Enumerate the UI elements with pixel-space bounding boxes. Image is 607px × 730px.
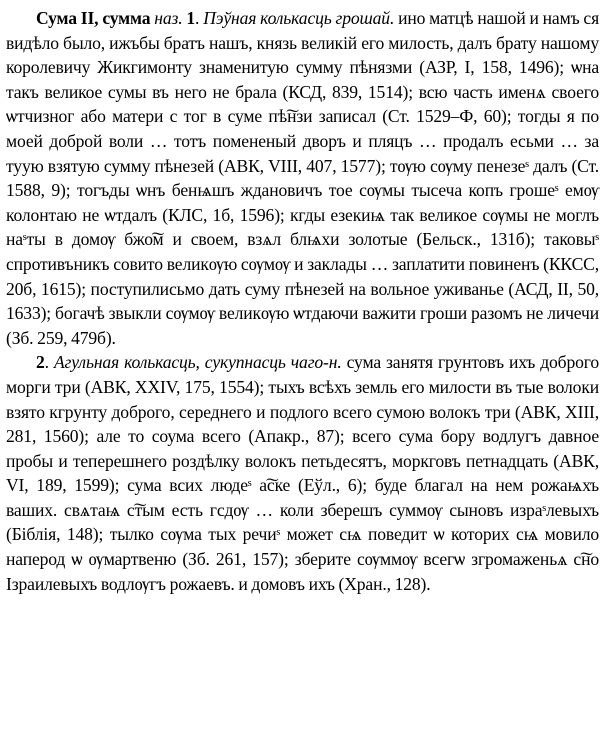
sense-quotations: ино матцѣ нашой и намъ ся видѣло было, ижъбы братъ нашъ, князь великій его милость, далъ брату нашому королевичу Жикгимонту знаменитую сумму пѣнязми (АЗР, I, 158, 1496); ѡна такъ великое сумы въ него не брала (КСД, 839, 1514); всю часть именѧ своего ѡтчизног або матери с тог в суме пѣ͠нзи записал (Ст. 1529–Ф, 60); тогды я по моей доброй воли … тотъ помененый дворъ и пляцъ … продалъ есьми … за туую взятую сумму пѣнезей (АВК, VIII, 407, 1577); тѹю сѹму пенезеˢ далъ (Ст. 1588, 9); тогъды ѡнъ бенѩшъ ждановичъ тое сѹмы тысеча копъ грошеˢ емѹ колонтаю не ѡтдалъ (КЛС, 1б, 1596); кгды езекиѩ так великое сѹмы не моглъ наˢты в домѹ бжо͠м и своем, взѧл блѩхи золотые (Бельск., 131б); таковыˢ спротивъникъ совито великѹю сѹмѹ и заклады … заплатити повиненъ (ККСС, 20б, 1615); поступилисьмо дать суму пѣнезей на вольное уживанье (АСД, II, 50, 1633); богачѣ звыкли сѹмѹ великѹю ѡтдаючи важити гроши разомъ не личечи (Зб. 259, 479б). bbox=[6, 8, 600, 348]
sense-quotations: сума занятя грунтовъ ихъ доброго морги три (АВК, XXIV, 175, 1554); тыхъ всѣхъ земль его милости въ тые волоки взято кгрунту доброго, середнего и подлого всего сумою волокъ три (АВК, XIII, 281, 1560); але то соума всего (Апакр., 87); всего сума бору водлугъ давное пробы и теперешнего роздѣлку волокъ петьдесятъ, моркговъ петнадцать (АВК, VI, 189, 1599); сума всих людеˢ а͠ске (Еўл., 6); буде благал на нем рожаѩхъ ваших. свѧтаѩ с͠тым есть гсдѹ … коли зберешъ суммѹ сыновъ израˢлевыхъ (Біблія, 148); тылко сѹма тых речиˢ может сѩ поведит ѡ которих сѩ мовило наперод ѡ ѹмартвеню (Зб. 261, 157); зберите сѹммѹ всегѡ згромаженьѧ с͠но Ізраилевыхъ водлѹгъ рожаевъ. и домовъ ихъ (Хран., 128). bbox=[6, 352, 600, 594]
sense-gloss: Агульная колькасць, сукупнасць чаго-н. bbox=[53, 352, 342, 373]
dictionary-entry-sense-2: 2. Агульная колькасць, сукупнасць чаго-н. сума занятя грунтовъ ихъ доброго морги три (АВК, XXIV, 175, 1554); тыхъ всѣхъ земль его милости въ тые волоки взято кгрунту доброго, середнего и подлого всего сумою волокъ три (АВК, XIII, 281, 1560); але то соума всего (Апакр., 87); всего сума бору водлугъ давное пробы и теперешнего роздѣлку волокъ петьдесятъ, моркговъ петнадцать (АВК, VI, 189, 1599); сума всих людеˢ а͠ске (Еўл., 6); буде благал на нем рожаѩхъ ваших. свѧтаѩ с͠тым есть гсдѹ … коли зберешъ суммѹ сыновъ израˢлевыхъ (Біблія, 148); тылко сѹма тых речиˢ может сѩ поведит ѡ которих сѩ мовило наперод ѡ ѹмартвеню (Зб. 261, 157); зберите сѹммѹ всегѡ згромаженьѧ с͠но Ізраилевыхъ водлѹгъ рожаевъ. и домовъ ихъ (Хран., 128). bbox=[6, 352, 600, 594]
dictionary-entry-sense-1: Сума II, сумма наз. 1. Пэўная колькасць грошай. ино матцѣ нашой и намъ ся видѣло было, ижъбы братъ нашъ, князь великій его милость, далъ брату нашому королевичу Жикгимонту знаменитую сумму пѣнязми (АЗР, I, 158, 1496); ѡна такъ великое сумы въ него не брала (КСД, 839, 1514); всю часть именѧ своего ѡтчизног або матери с тог в суме пѣ͠нзи записал (Ст. 1529–Ф, 60); тогды я по моей доброй воли … тотъ помененый дворъ и пляцъ … продалъ есьми … за туую взятую сумму пѣнезей (АВК, VIII, 407, 1577); тѹю сѹму пенезеˢ далъ (Ст. 1588, 9); тогъды ѡнъ бенѩшъ ждановичъ тое сѹмы тысеча копъ грошеˢ емѹ колонтаю не ѡтдалъ (КЛС, 1б, 1596); кгды езекиѩ так великое сѹмы не моглъ наˢты в домѹ бжо͠м и своем, взѧл блѩхи золотые (Бельск., 131б); таковыˢ спротивъникъ совито великѹю сѹмѹ и заклады … заплатити повиненъ (ККСС, 20б, 1615); поступилисьмо дать суму пѣнезей на вольное уживанье (АСД, II, 50, 1633); богачѣ звыкли сѹмѹ великѹю ѡтдаючи важити гроши разомъ не личечи (Зб. 259, 479б). bbox=[6, 8, 600, 348]
sense-gloss: Пэўная колькасць грошай. bbox=[203, 8, 395, 28]
sense-number: 2 bbox=[36, 352, 45, 373]
entry-part-of-speech: наз. bbox=[154, 8, 183, 28]
sense-number: 1 bbox=[186, 8, 196, 28]
entry-headword: Сума II, сумма bbox=[36, 8, 151, 28]
